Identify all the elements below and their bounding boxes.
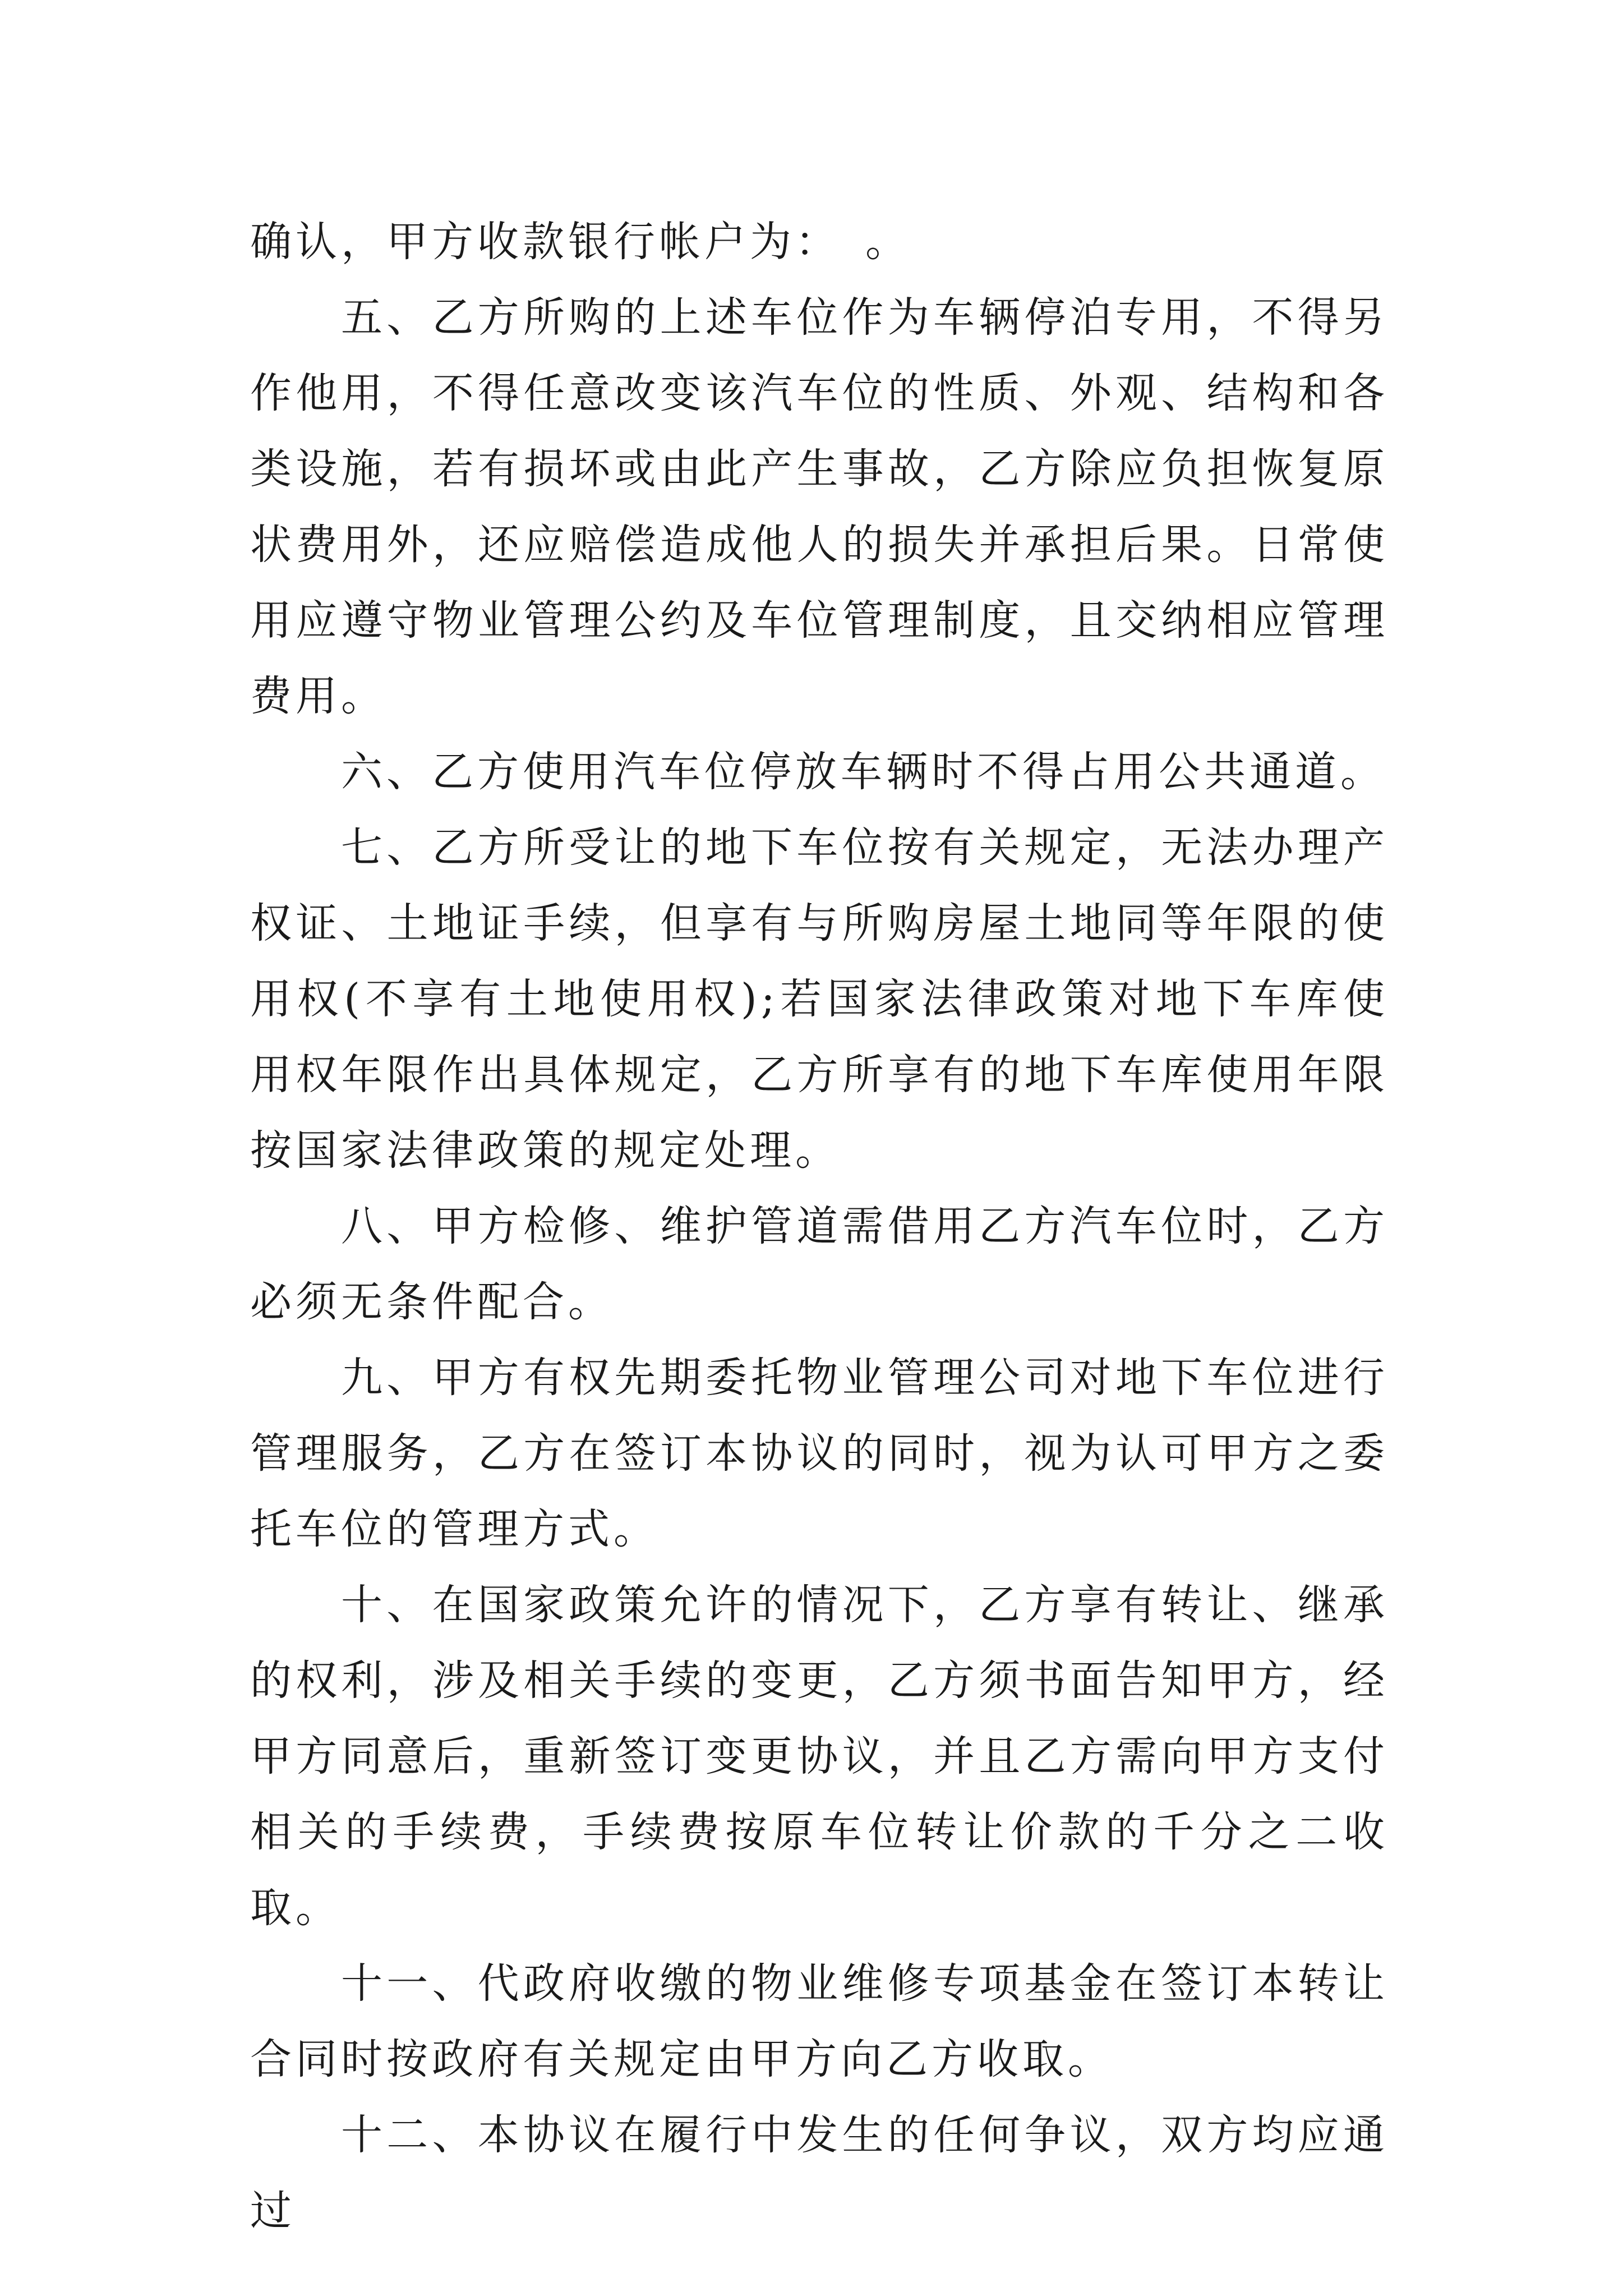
paragraph-clause-7: 七、乙方所受让的地下车位按有关规定，无法办理产权证、土地证手续，但享有与所购房屋土地同等年限的使用权(不享有土地使用权);若国家法律政策对地下车库使用权年限作出具体规定，乙方所享有的地下车库使用年限按国家法律政策的规定处理。 [250, 823, 1389, 1175]
paragraph-bank-account: 确认，甲方收款银行帐户为： 。 [250, 218, 911, 266]
paragraph-clause-12: 十二、本协议在履行中发生的任何争议，双方均应通过 [250, 2111, 1389, 2235]
paragraph-clause-6: 六、乙方使用汽车位停放车辆时不得占用公共通道。 [341, 748, 1386, 796]
paragraph-clause-5: 五、乙方所购的上述车位作为车辆停泊专用，不得另作他用，不得任意改变该汽车位的性质、外观、结构和各类设施，若有损坏或由此产生事故，乙方除应负担恢复原状费用外，还应赔偿造成他人的损失并承担后果。日常使用应遵守物业管理公约及车位管理制度，且交纳相应管理费用。 [250, 293, 1389, 720]
paragraph-clause-9: 九、甲方有权先期委托物业管理公司对地下车位进行管理服务，乙方在签订本协议的同时，视为认可甲方之委托车位的管理方式。 [250, 1354, 1389, 1553]
paragraph-clause-8: 八、甲方检修、维护管道需借用乙方汽车位时，乙方必须无条件配合。 [250, 1202, 1389, 1326]
document-body [250, 204, 1389, 2249]
paragraph-clause-11: 十一、代政府收缴的物业维修专项基金在签订本转让合同时按政府有关规定由甲方向乙方收取。 [250, 1959, 1389, 2083]
paragraph-clause-10: 十、在国家政策允许的情况下，乙方享有转让、继承的权利，涉及相关手续的变更，乙方须书面告知甲方，经甲方同意后，重新签订变更协议，并且乙方需向甲方支付相关的手续费，手续费按原车位转让价款的千分之二收取。 [250, 1581, 1389, 1932]
